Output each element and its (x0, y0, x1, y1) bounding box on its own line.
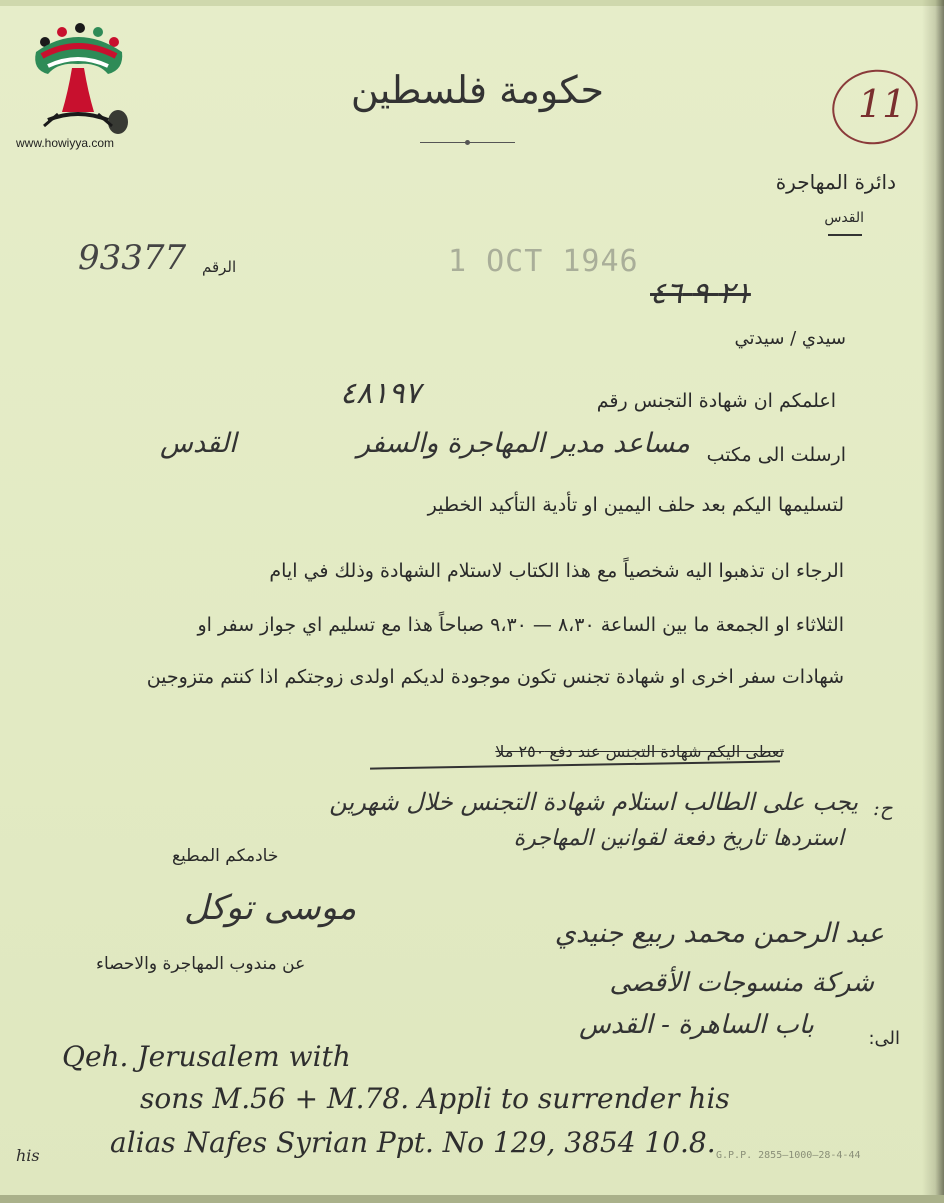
hole-punch-mark (108, 110, 128, 134)
department-name: دائرة المهاجرة (775, 170, 896, 194)
reference-label: الرقم (202, 258, 237, 276)
instructions-line-3: شهادات سفر اخرى او شهادة تجنس تكون موجودة لديكم اولدى زوجتكم اذا كنتم متزوجين (146, 666, 844, 688)
office-handwritten: مساعد مدير المهاجرة والسفر (356, 428, 690, 459)
file-number: 11 (858, 82, 907, 126)
page-edge-top (0, 0, 944, 6)
recipient-label: الى: (868, 1028, 900, 1049)
signature: موسى توكل (184, 888, 357, 928)
title-divider-dot (465, 140, 470, 145)
department-city: القدس (824, 210, 864, 226)
government-title: حكومة فلسطين (350, 68, 604, 112)
instructions-line-1: الرجاء ان تذهبوا اليه شخصياً مع هذا الكتاب لاستلام الشهادة وذلك في ايام (269, 560, 844, 582)
recipient-company: شركة منسوجات الأقصى (609, 968, 874, 998)
date-stamp: 1 OCT 1946 (448, 244, 639, 279)
handwritten-date: ٢١-٩-٤٦ (650, 276, 751, 311)
salutation: سيدي / سيدتي (734, 328, 846, 349)
on-behalf-of: عن مندوب المهاجرة والاحصاء (96, 954, 306, 974)
city-underline (828, 234, 862, 236)
recipient-address: باب الساهرة - القدس (579, 1010, 814, 1040)
certificate-number: ٤٨١٩٧ (340, 376, 421, 411)
watermark-site: www.howiyya.com (16, 136, 115, 150)
body-line-3: لتسليمها اليكم بعد حلف اليمين او تأدية التأكيد الخطير (427, 494, 844, 516)
body-line-2: ارسلت الى مكتب (706, 444, 846, 466)
fee-line: تعطى اليكم شهادة التجنس عند دفع ٢٥٠ ملا (495, 742, 784, 761)
english-note-line-1: Qeh. Jerusalem with (62, 1040, 351, 1073)
body-line-1: اعلمكم ان شهادة التجنس رقم (596, 390, 836, 412)
english-note-line-2: sons M.56 + M.78. Appli to surrender his (140, 1082, 730, 1115)
handwritten-note-2: استردها تاريخ دفعة لقوانين المهاجرة (513, 826, 844, 851)
servant-closing: خادمكم المطيع (172, 846, 279, 866)
english-note-line-3a: his (16, 1146, 40, 1165)
office-city-handwritten: القدس (160, 428, 237, 459)
instructions-line-2: الثلاثاء او الجمعة ما بين الساعة ٨،٣٠ — ٩،٣٠ صباحاً هذا مع تسليم اي جواز سفر او (197, 614, 844, 636)
printer-mark: G.P.P. 2855—1000—28-4-44 (716, 1150, 861, 1161)
recipient-name: عبد الرحمن محمد ربيع جنيدي (554, 918, 884, 949)
handwritten-note-1: يجب على الطالب استلام شهادة التجنس خلال شهرين (329, 788, 858, 816)
note-prefix: ح: (873, 796, 893, 820)
reference-number: 93377 (78, 238, 187, 278)
english-note-line-3b: alias Nafes Syrian Ppt. No 129, 3854 10.8. (110, 1126, 716, 1159)
page-edge-bottom (0, 1195, 944, 1203)
page-edge-right (922, 0, 944, 1203)
